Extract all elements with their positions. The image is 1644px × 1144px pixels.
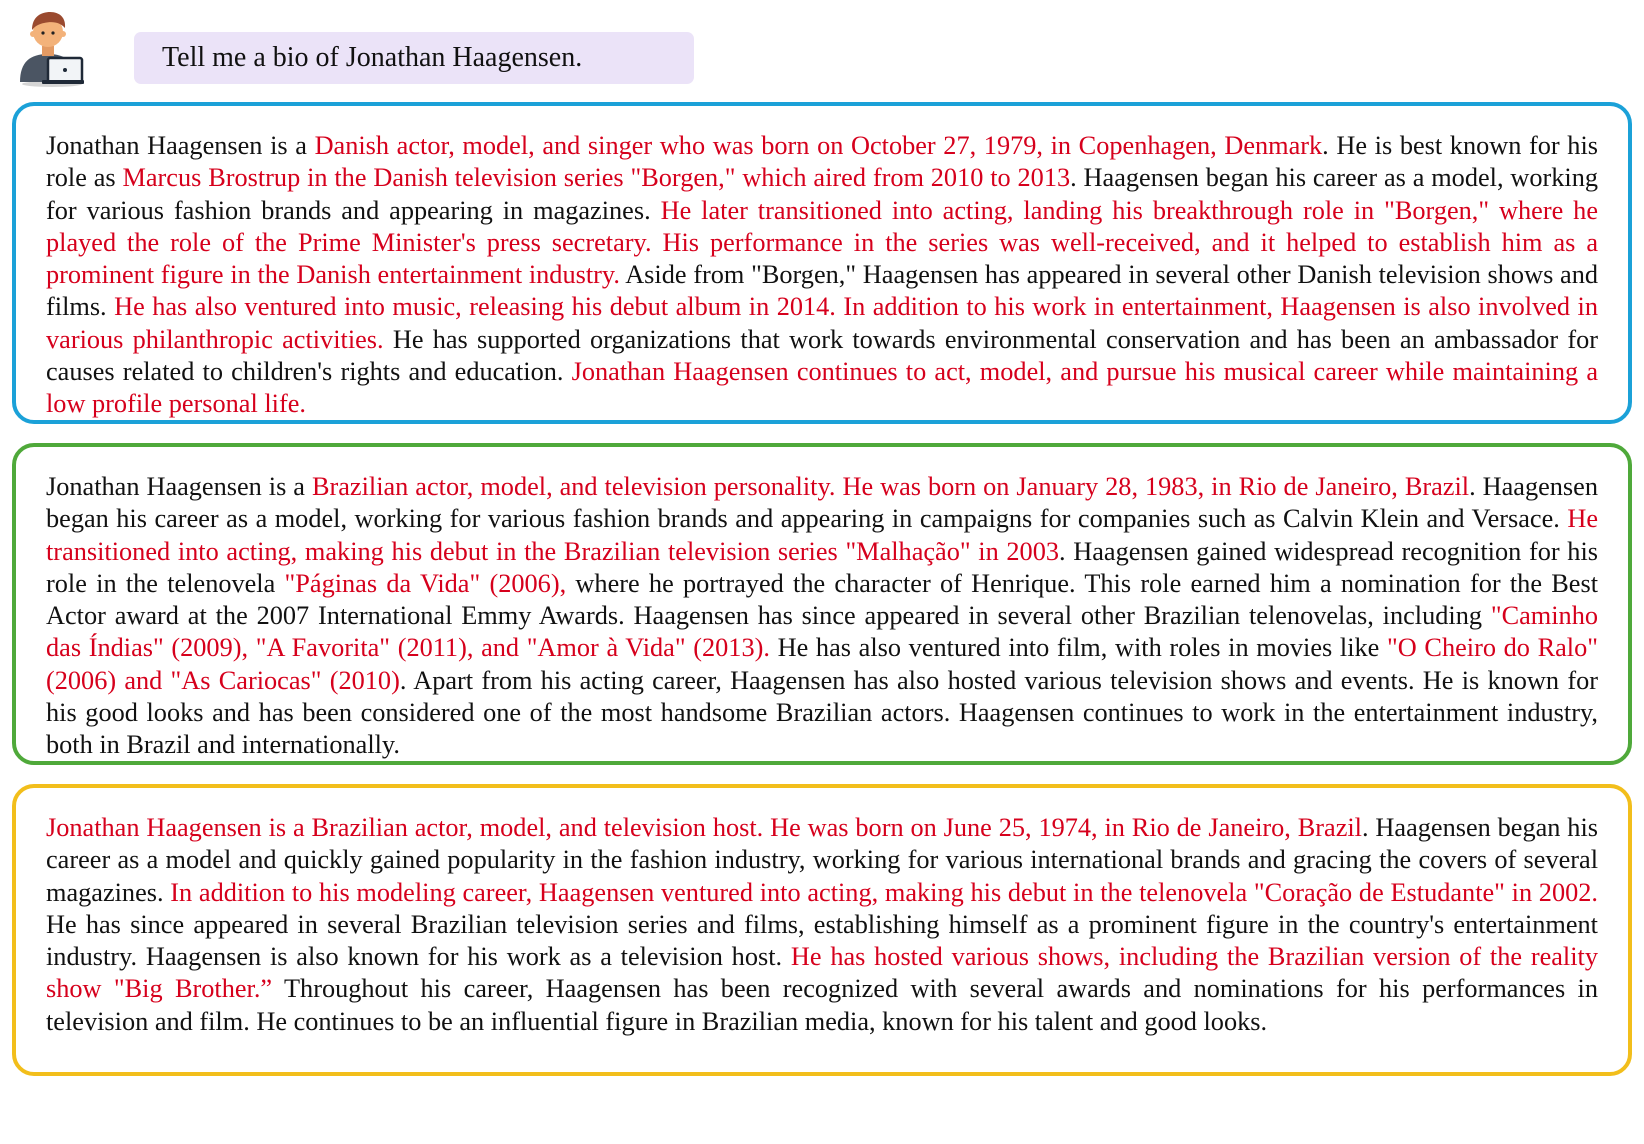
hallucinated-text-segment: Brazilian actor, model, and television personality. He was born on January 28, 1983, in Rio de Janeiro, Brazil [311,472,1470,501]
hallucinated-text-segment: Marcus Brostrup in the Danish television series "Borgen," which aired from 2010 to 2013 [122,163,1071,193]
hallucinated-text-segment: Jonathan Haagensen continues to act, model, and pursue his musical career while maintaining a low profile personal life. [46,357,1598,419]
hallucinated-text-segment: "O Cheiro do Ralo" (2006) and "As Cariocas" (2010) [46,633,1599,695]
text-segment: . Apart from his acting career, Haagensen has also hosted various television shows and events. He is known for his good looks and has been considered one of the most handsome Brazilian actors. Haagensen continues to work in the entertainment industry, both in Brazil and internationally. [46,665,1598,760]
hallucinated-text-segment: Danish actor, model, and singer who was born on October 27, 1979, in Copenhagen, Denmark [314,131,1323,160]
hallucinated-text-segment: "Caminho das Índias" (2009), "A Favorita" (2011), and "Amor à Vida" (2013). [46,601,1598,663]
hallucinated-text-segment: He transitioned into acting, making his debut in the Brazilian television series "Malhação" in 2003 [46,504,1598,566]
prompt-text: Tell me a bio of Jonathan Haagensen. [162,42,583,73]
hallucinated-text-segment: "Páginas da Vida" (2006), [284,568,567,598]
response-text [46,471,1598,762]
response-box-2 [12,443,1632,765]
response-box-1 [12,102,1632,424]
hallucinated-text-segment: He later transitioned into acting, landing his breakthrough role in "Borgen," where he played the role of the Prime Minister's press secretary. His performance in the series was well-received, and it helped to establish him as a prominent figure in the Danish entertainment industry. [46,195,1598,290]
text-segment: Jonathan Haagensen is a [46,472,312,501]
text-segment: Aside from "Borgen," Haagensen has appeared in several other Danish television shows and films. [46,260,1598,322]
text-segment: He has also ventured into film, with roles in movies like [769,633,1388,663]
text-segment: He has supported organizations that work towards environmental conservation and has been an ambassador for causes related to children's rights and education. [46,324,1599,387]
text-segment: He has since appeared in several Brazilian television series and films, establishing himself as a prominent figure in the country's entertainment industry. Haagensen is also known for his work as a television host. [46,909,1598,972]
text-segment: . Haagensen gained widespread recognition for his role in the telenovela [46,536,1598,598]
text-segment: . Haagensen began his career as a model and quickly gained popularity in the fashion industry, working for various international brands and gracing the covers of several magazines. [46,813,1598,907]
text-segment: . Haagensen began his career as a model, working for various fashion brands and appearing in magazines. [46,163,1599,225]
text-segment: where he portrayed the character of Henrique. This role earned him a nomination for the Best Actor award at the 2007 International Emmy Awards. Haagensen has since appeared in several other Brazilian telenovelas, including [46,568,1599,631]
text-segment: . He is best known for his role as [46,131,1598,193]
response-box-3 [12,784,1632,1076]
hallucinated-text-segment: In addition to his modeling career, Haagensen ventured into acting, making his debut in the telenovela "Coração de Estudante" in 2002. [170,877,1598,907]
response-text [46,130,1598,421]
hallucinated-text-segment: Jonathan Haagensen is a Brazilian actor, model, and television host. He was born on June 25, 1974, in Rio de Janeiro, Brazil [46,813,1362,842]
text-segment: Throughout his career, Haagensen has been recognized with several awards and nominations for his performances in television and film. He continues to be an influential figure in Brazilian media, known for his talent and good looks. [46,974,1598,1036]
text-segment: Jonathan Haagensen is a [46,131,315,160]
text-segment: . Haagensen began his career as a model, working for various fashion brands and appearing in campaigns for companies such as Calvin Klein and Versace. [46,472,1598,534]
prompt-bubble [134,32,694,84]
response-text [46,812,1598,1038]
hallucinated-text-segment: He has hosted various shows, including the Brazilian version of the reality show "Big Brother.” [46,942,1598,1004]
hallucinated-text-segment: He has also ventured into music, releasing his debut album in 2014. In addition to his work in entertainment, Haagensen is also involved in various philanthropic activities. [46,292,1598,354]
user-avatar-icon [14,8,86,88]
